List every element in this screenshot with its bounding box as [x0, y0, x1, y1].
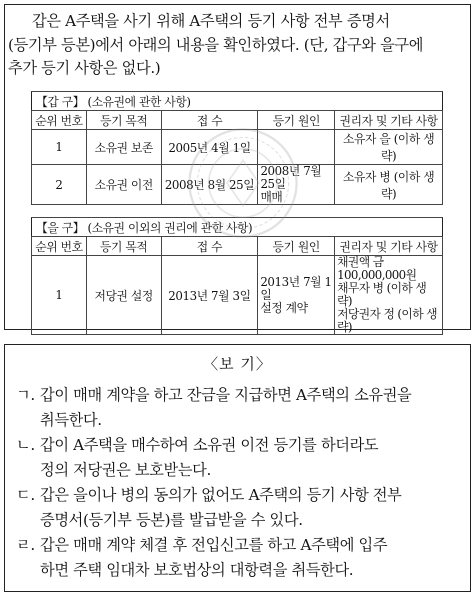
cause-line: 2008년 7월 25일 — [260, 164, 322, 191]
item-line: 정의 저당권은 보호받는다. — [40, 461, 211, 479]
item-marker: ㄷ. — [16, 486, 35, 504]
question-line-3: 추가 등기 사항은 없다.) — [8, 59, 161, 77]
col-header-purpose: 등기 목적 — [86, 111, 161, 130]
bogi-list — [16, 383, 471, 583]
purpose-cell: 소유권 보존 — [86, 130, 161, 165]
table-row — [32, 130, 443, 165]
cause-cell — [258, 130, 335, 165]
holder-cell: 소유자 을 (이하 생략) — [335, 130, 443, 165]
table-row — [32, 256, 443, 335]
col-header-receipt: 접 수 — [161, 111, 258, 130]
col-header-rank: 순위 번호 — [32, 111, 87, 130]
rank-cell: 1 — [32, 130, 87, 165]
item-line: 갑이 매매 계약을 하고 잔금을 지급하면 A주택의 소유권을 — [40, 386, 412, 404]
cause-cell — [258, 256, 335, 335]
holder-cell — [335, 256, 443, 335]
col-header-purpose: 등기 목적 — [86, 237, 161, 256]
rank-cell: 2 — [32, 165, 87, 205]
item-line: 갑은 을이나 병의 동의가 없어도 A주택의 등기 사항 전부 — [40, 486, 402, 504]
item-marker: ㄱ. — [16, 386, 35, 404]
gapgu-table — [31, 91, 443, 205]
purpose-cell: 소유권 이전 — [86, 165, 161, 205]
bogi-item-b — [16, 433, 471, 483]
col-header-holder: 권리자 및 기타 사항 — [335, 111, 443, 130]
eulgu-title: 【을 구】 (소유권 이외의 권리에 관한 사항) — [32, 218, 443, 237]
bogi-item-c — [16, 483, 471, 533]
cause-line: 설정 계약 — [260, 300, 308, 315]
col-header-cause: 등기 원인 — [258, 111, 335, 130]
rank-cell: 1 — [32, 256, 87, 335]
item-marker: ㄴ. — [16, 436, 35, 454]
bogi-item-a — [16, 383, 471, 433]
item-marker: ㄹ. — [16, 536, 35, 554]
purpose-cell: 저당권 설정 — [86, 256, 161, 335]
col-header-cause: 등기 원인 — [258, 237, 335, 256]
table-row — [32, 165, 443, 205]
cause-cell — [258, 165, 335, 205]
receipt-cell: 2005년 4월 1일 — [161, 130, 258, 165]
item-line: 취득한다. — [40, 411, 102, 429]
question-line-1: 갑은 A주택을 사기 위해 A주택의 등기 사항 전부 증명서 — [32, 12, 390, 30]
receipt-cell: 2013년 7월 3일 — [161, 256, 258, 335]
col-header-receipt: 접 수 — [161, 237, 258, 256]
bogi-box — [4, 344, 471, 592]
eulgu-table — [31, 217, 443, 335]
holder-cell: 소유자 병 (이하 생략) — [335, 165, 443, 205]
item-line: 하면 주택 임대차 보호법상의 대항력을 취득한다. — [40, 561, 354, 579]
item-line: 갑이 A주택을 매수하여 소유권 이전 등기를 하더라도 — [40, 436, 379, 454]
col-header-rank: 순위 번호 — [32, 237, 87, 256]
holder-line: 저당권자 정 (이하 생략) — [337, 307, 437, 334]
item-line: 증명서(등기부 등본)를 발급받을 수 있다. — [40, 511, 303, 529]
item-line: 갑은 매매 계약 체결 후 전입신고를 하고 A주택에 입주 — [40, 536, 388, 554]
bogi-item-d — [16, 533, 471, 583]
receipt-cell: 2008년 8월 25일 — [161, 165, 258, 205]
bogi-title: 〈보 기〉 — [203, 355, 272, 373]
cause-line: 2013년 7월 1일 — [260, 274, 332, 302]
question-text — [8, 10, 464, 81]
col-header-holder: 권리자 및 기타 사항 — [335, 237, 443, 256]
question-line-2: (등기부 등본)에서 아래의 내용을 확인하였다. (단, 갑구와 을구에 — [8, 35, 424, 54]
cause-line: 매매 — [260, 190, 283, 204]
holder-line: 채권액 금 100,000,000원 — [337, 255, 417, 282]
holder-line: 채무자 병 (이하 생략) — [337, 281, 427, 308]
gapgu-title: 【갑 구】 (소유권에 관한 사항) — [32, 92, 443, 111]
